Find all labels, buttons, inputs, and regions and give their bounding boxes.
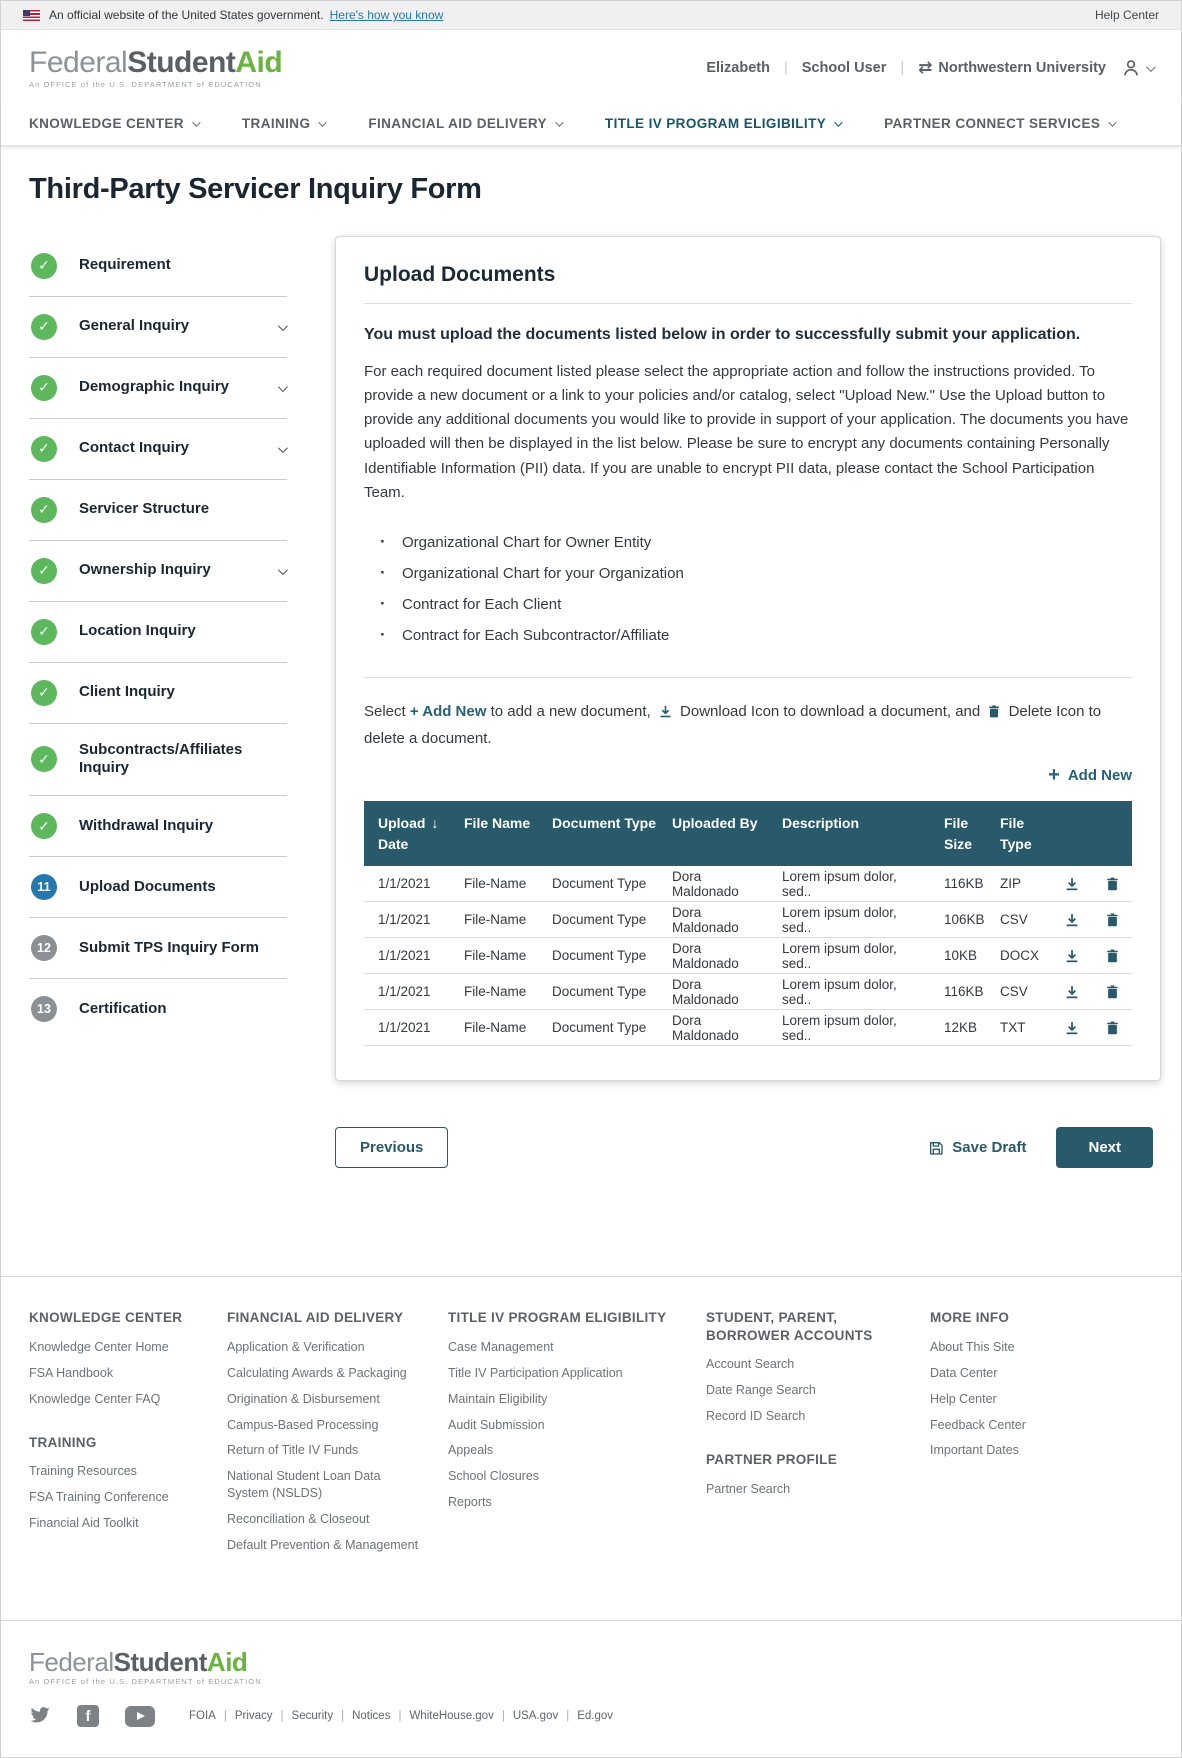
footer-link[interactable]: Ed.gov	[577, 1710, 614, 1723]
step-number-badge: 13	[31, 996, 57, 1022]
cell-uploaded-by: Dora Maldonado	[664, 1010, 774, 1046]
twitter-icon[interactable]	[29, 1707, 63, 1725]
main-nav	[1, 103, 1181, 147]
divider	[364, 677, 1132, 678]
footer-link[interactable]: Reconciliation & Closeout	[227, 1512, 370, 1527]
footer-column	[29, 1309, 201, 1579]
footer-link[interactable]: FSA Handbook	[29, 1365, 114, 1380]
cell-description: Lorem ipsum dolor, sed..	[774, 974, 936, 1010]
footer-link[interactable]: FOIA	[189, 1710, 216, 1723]
cell-upload-date: 1/1/2021	[364, 866, 456, 902]
sidebar-item-label: Upload Documents	[79, 877, 216, 895]
footer-link[interactable]: Financial Aid Toolkit	[29, 1515, 139, 1530]
cell-file-name: File-Name	[456, 938, 544, 974]
main-content	[1, 147, 1181, 1192]
cell-document-type: Document Type	[544, 866, 664, 902]
instruction-text: Download Icon to download a document, and	[675, 703, 985, 721]
footer-link[interactable]: Account Search	[706, 1357, 795, 1372]
footer-link[interactable]: FSA Training Conference	[29, 1489, 169, 1504]
download-button[interactable]	[1060, 948, 1084, 964]
footer-link[interactable]: Default Prevention & Management	[227, 1537, 419, 1552]
cell-uploaded-by: Dora Maldonado	[664, 902, 774, 938]
nav-training[interactable]	[242, 116, 324, 131]
instruction-text: Delete Icon to delete a document.	[364, 703, 1102, 748]
footer-link[interactable]: Privacy	[234, 1710, 273, 1723]
footer-link[interactable]: Case Management	[448, 1339, 554, 1354]
cell-upload-date: 1/1/2021	[364, 974, 456, 1010]
check-icon: ✓	[31, 253, 57, 279]
chevron-down-icon	[834, 118, 842, 126]
footer-heading: MORE INFO	[930, 1310, 1010, 1326]
institution-switcher[interactable]	[918, 58, 1106, 78]
cell-uploaded-by: Dora Maldonado	[664, 866, 774, 902]
footer-column	[930, 1309, 1080, 1579]
footer-link[interactable]: Date Range Search	[706, 1383, 816, 1398]
cell-file-type: DOCX	[992, 938, 1052, 974]
footer-link[interactable]: Return of Title IV Funds	[227, 1443, 359, 1458]
nav-knowledge-center[interactable]	[29, 116, 198, 131]
save-icon	[928, 1140, 944, 1156]
site-footer	[1, 1276, 1181, 1619]
cell-upload-date: 1/1/2021	[364, 938, 456, 974]
footer-link[interactable]: Security	[291, 1710, 334, 1723]
panel-paragraph: For each required document listed please select the appropriate action and follow the instructions provided. To provide a new document or a link to your policies and/or catalog, select "Upload New." Use the Upload button to provide any additional documents you would like to provide in support of your application. The documents you have uploaded will then be displayed in the list below. Please be sure to encrypt any documents containing Personally Identifiable Information (PII) data. If you are unable to encrypt PII data, please contact the School Participation Team.	[364, 362, 1129, 501]
sidebar-item-submit-tps-inquiry-form[interactable]	[29, 918, 287, 979]
footer-heading: TITLE IV PROGRAM ELIGIBILITY	[448, 1310, 667, 1326]
footer-heading: PARTNER PROFILE	[706, 1452, 838, 1468]
user-name: Elizabeth	[706, 60, 770, 77]
list-item: · Contract for Each Subcontractor/Affiliate	[380, 620, 1132, 651]
logo-federal: Federal	[29, 46, 128, 79]
footer-link[interactable]: Training Resources	[29, 1464, 137, 1479]
sidebar-item-client-inquiry[interactable]	[29, 663, 287, 724]
footer-link[interactable]: Partner Search	[706, 1481, 791, 1496]
footer-link[interactable]: WhiteHouse.gov	[409, 1710, 494, 1723]
chevron-down-icon	[1108, 118, 1116, 126]
add-new-inline-link[interactable]: + Add New	[409, 703, 487, 721]
list-item: · Contract for Each Client	[380, 589, 1132, 620]
sidebar-item-label: Demographic Inquiry	[79, 378, 230, 396]
col-header-file-size: File Size	[936, 801, 992, 866]
footer-link[interactable]: National Student Loan Data System (NSLDS)	[227, 1469, 381, 1501]
delete-button[interactable]	[1100, 984, 1124, 1000]
cell-upload-date: 1/1/2021	[364, 902, 456, 938]
instruction-text: to add a new document,	[486, 703, 655, 721]
cell-description: Lorem ipsum dolor, sed..	[774, 1010, 936, 1046]
sidebar-item-upload-documents[interactable]	[29, 857, 287, 918]
download-icon	[658, 703, 673, 727]
nav-title-iv-program-eligibility[interactable]	[605, 116, 840, 131]
youtube-icon[interactable]	[125, 1706, 159, 1727]
check-icon: ✓	[31, 746, 57, 772]
chevron-down-icon	[319, 118, 327, 126]
sidebar-item-label: Location Inquiry	[79, 622, 196, 640]
next-button[interactable]: Next	[1056, 1127, 1153, 1168]
download-button[interactable]	[1060, 984, 1084, 1000]
table-header-row	[364, 801, 1132, 866]
footer-link[interactable]: Title IV Participation Application	[448, 1365, 623, 1380]
chevron-down-icon	[278, 440, 285, 458]
check-icon: ✓	[31, 619, 57, 645]
footer-heading: TRAINING	[29, 1434, 97, 1450]
site-header	[1, 30, 1181, 103]
footer-column	[448, 1309, 680, 1579]
add-new-label: Add New	[1067, 766, 1132, 784]
trash-icon	[987, 703, 1001, 727]
divider: |	[783, 60, 788, 77]
footer-link[interactable]: Maintain Eligibility	[448, 1391, 548, 1406]
check-icon: ✓	[31, 558, 57, 584]
list-item: · Organizational Chart for your Organization	[380, 558, 1132, 589]
col-header-uploaded-by: Uploaded By	[664, 801, 774, 866]
institution-name: Northwestern University	[938, 60, 1106, 77]
form-actions	[335, 1127, 1153, 1168]
footer-link[interactable]: Notices	[352, 1710, 391, 1723]
footer-link[interactable]: USA.gov	[512, 1710, 559, 1723]
footer-heading: STUDENT, PARENT, BORROWER ACCOUNTS	[706, 1310, 873, 1343]
upload-documents-panel	[335, 236, 1161, 1082]
nav-label: PARTNER CONNECT SERVICES	[884, 116, 1101, 131]
cell-description: Lorem ipsum dolor, sed..	[774, 902, 936, 938]
footer-link[interactable]: Campus-Based Processing	[227, 1417, 379, 1432]
plus-icon: +	[1048, 764, 1060, 787]
sidebar-item-label: Withdrawal Inquiry	[79, 816, 214, 834]
save-draft-button[interactable]	[928, 1139, 1026, 1156]
chevron-down-icon	[1146, 62, 1156, 72]
page-title: Third-Party Servicer Inquiry Form	[29, 172, 482, 205]
header-user-area	[706, 57, 1153, 79]
col-header-actions	[1052, 801, 1092, 866]
documents-table	[364, 801, 1132, 1046]
logo-student: Student	[127, 46, 236, 79]
instruction-text: Select	[364, 703, 410, 721]
check-icon: ✓	[31, 436, 57, 462]
swap-icon: ⇄	[918, 58, 933, 78]
sidebar-item-label: Submit TPS Inquiry Form	[79, 938, 260, 956]
sidebar-item-label: Requirement	[79, 256, 171, 274]
footer-link[interactable]: Knowledge Center FAQ	[29, 1391, 161, 1406]
save-draft-label: Save Draft	[952, 1139, 1027, 1157]
col-header-description: Description	[774, 801, 936, 866]
cell-file-name: File-Name	[456, 866, 544, 902]
footer-link[interactable]: Data Center	[930, 1365, 998, 1380]
sidebar-item-subcontracts-affiliates-inquiry[interactable]	[29, 724, 287, 797]
chevron-down-icon	[278, 379, 285, 397]
chevron-down-icon	[555, 118, 563, 126]
footer-link[interactable]: Knowledge Center Home	[29, 1339, 169, 1354]
table-row	[364, 866, 1132, 902]
cell-file-type: CSV	[992, 974, 1052, 1010]
delete-button[interactable]	[1100, 1020, 1124, 1036]
sidebar-item-label: Client Inquiry	[79, 683, 175, 701]
cell-file-size: 10KB	[936, 938, 992, 974]
cell-document-type: Document Type	[544, 1010, 664, 1046]
col-header-actions	[1092, 801, 1132, 866]
previous-button[interactable]: Previous	[335, 1127, 448, 1168]
divider	[364, 303, 1132, 304]
chevron-down-icon	[278, 318, 285, 336]
col-header-document-type: Document Type	[544, 801, 664, 866]
bottom-strip	[1, 1620, 1181, 1758]
panel-title: Upload Documents	[364, 262, 556, 286]
fsa-logo[interactable]	[29, 48, 282, 89]
delete-button[interactable]	[1100, 912, 1124, 928]
check-icon: ✓	[31, 314, 57, 340]
delete-button[interactable]	[1100, 876, 1124, 892]
cell-document-type: Document Type	[544, 902, 664, 938]
step-number-badge: 12	[31, 935, 57, 961]
cell-file-size: 106KB	[936, 902, 992, 938]
delete-button[interactable]	[1100, 948, 1124, 964]
footer-link[interactable]: Feedback Center	[930, 1417, 1026, 1432]
divider: |	[900, 60, 905, 77]
footer-link[interactable]: Origination & Disbursement	[227, 1391, 380, 1406]
footer-link[interactable]: Appeals	[448, 1443, 494, 1458]
footer-link[interactable]: Help Center	[930, 1391, 997, 1406]
cell-upload-date: 1/1/2021	[364, 1010, 456, 1046]
footer-link[interactable]: Important Dates	[930, 1443, 1019, 1458]
legal-links: FOIA | Privacy | Security | Notices | WhiteHouse.gov | USA.gov | Ed.gov	[189, 1710, 614, 1723]
download-button[interactable]	[1060, 1020, 1084, 1036]
table-row	[364, 902, 1132, 938]
nav-partner-connect-services[interactable]	[884, 116, 1114, 131]
sidebar-item-label: Contact Inquiry	[79, 439, 190, 457]
cell-file-size: 116KB	[936, 974, 992, 1010]
cell-document-type: Document Type	[544, 938, 664, 974]
footer-column	[227, 1309, 422, 1579]
col-header-file-name: File Name	[456, 801, 544, 866]
sidebar-item-label: Ownership Inquiry	[79, 561, 211, 579]
sidebar-item-servicer-structure[interactable]	[29, 480, 287, 541]
cell-uploaded-by: Dora Maldonado	[664, 974, 774, 1010]
check-icon: ✓	[31, 813, 57, 839]
col-header-upload-date[interactable]: Upload ↓ Date	[364, 801, 456, 866]
fsa-logo-footer[interactable]: FederalStudentAid An OFFICE of the U.S. DEPARTMENT of EDUCATION	[29, 1646, 262, 1686]
cell-file-name: File-Name	[456, 974, 544, 1010]
chevron-down-icon	[278, 562, 285, 580]
nav-label: TITLE IV PROGRAM ELIGIBILITY	[604, 116, 827, 131]
how-you-know-link[interactable]: Here's how you know	[329, 8, 444, 22]
logo-tagline: An OFFICE of the U.S. DEPARTMENT of EDUCATION	[29, 80, 262, 89]
sort-descending-icon: ↓	[431, 815, 439, 832]
footer-heading: FINANCIAL AID DELIVERY	[227, 1310, 404, 1326]
col-header-file-type: File Type	[992, 801, 1052, 866]
nav-financial-aid-delivery[interactable]	[368, 116, 561, 131]
official-site-text: An official website of the United States government.	[49, 8, 324, 22]
footer-heading: KNOWLEDGE CENTER	[29, 1310, 183, 1326]
chevron-down-icon	[192, 118, 200, 126]
footer-link[interactable]: Record ID Search	[706, 1409, 806, 1424]
download-button[interactable]	[1060, 912, 1084, 928]
required-documents-list	[380, 527, 1132, 651]
sidebar-item-withdrawal-inquiry[interactable]	[29, 796, 287, 857]
table-instruction	[364, 700, 1132, 751]
sidebar-item-requirement[interactable]	[29, 236, 287, 297]
cell-file-name: File-Name	[456, 902, 544, 938]
gov-banner	[1, 1, 1181, 30]
nav-label: KNOWLEDGE CENTER	[29, 116, 184, 131]
sidebar-item-ownership-inquiry[interactable]	[29, 541, 287, 602]
footer-link[interactable]: Calculating Awards & Packaging	[227, 1365, 407, 1380]
footer-column	[706, 1309, 904, 1579]
cell-file-size: 116KB	[936, 866, 992, 902]
sidebar-item-label: Certification	[79, 999, 167, 1017]
footer-link[interactable]: About This Site	[930, 1339, 1015, 1354]
cell-file-type: CSV	[992, 902, 1052, 938]
sidebar-item-general-inquiry[interactable]	[29, 297, 287, 358]
footer-link[interactable]: School Closures	[448, 1469, 540, 1484]
cell-uploaded-by: Dora Maldonado	[664, 938, 774, 974]
steps-sidebar	[29, 236, 287, 1040]
list-item: · Organizational Chart for Owner Entity	[380, 527, 1132, 558]
nav-label: FINANCIAL AID DELIVERY	[368, 116, 547, 131]
sidebar-item-demographic-inquiry[interactable]	[29, 358, 287, 419]
us-flag-icon	[23, 10, 40, 21]
sidebar-item-label: Subcontracts/Affiliates Inquiry	[79, 740, 243, 777]
add-new-button[interactable]	[1048, 765, 1132, 785]
help-center-link[interactable]: Help Center	[1094, 8, 1159, 22]
account-menu[interactable]	[1120, 57, 1153, 79]
check-icon: ✓	[31, 375, 57, 401]
footer-link[interactable]: Reports	[448, 1495, 492, 1510]
sidebar-item-label: Servicer Structure	[79, 500, 210, 518]
nav-label: TRAINING	[241, 116, 311, 131]
table-row	[364, 974, 1132, 1010]
footer-link[interactable]: Application & Verification	[227, 1339, 365, 1354]
sidebar-item-certification[interactable]	[29, 979, 287, 1039]
check-icon: ✓	[31, 497, 57, 523]
table-row	[364, 938, 1132, 974]
panel-intro: You must upload the documents listed below in order to successfully submit your application.	[364, 325, 1081, 343]
cell-description: Lorem ipsum dolor, sed..	[774, 866, 936, 902]
table-row	[364, 1010, 1132, 1046]
facebook-icon[interactable]: f	[77, 1705, 111, 1727]
cell-file-name: File-Name	[456, 1010, 544, 1046]
cell-document-type: Document Type	[544, 974, 664, 1010]
logo-aid: Aid	[235, 46, 283, 79]
person-icon	[1120, 57, 1142, 79]
cell-file-type: ZIP	[992, 866, 1052, 902]
cell-file-size: 12KB	[936, 1010, 992, 1046]
sidebar-item-contact-inquiry[interactable]	[29, 419, 287, 480]
user-role: School User	[801, 60, 887, 77]
cell-description: Lorem ipsum dolor, sed..	[774, 938, 936, 974]
cell-file-type: TXT	[992, 1010, 1052, 1046]
sidebar-item-location-inquiry[interactable]	[29, 602, 287, 663]
download-button[interactable]	[1060, 876, 1084, 892]
check-icon: ✓	[31, 680, 57, 706]
step-number-badge: 11	[31, 874, 57, 900]
footer-link[interactable]: Audit Submission	[448, 1417, 545, 1432]
sidebar-item-label: General Inquiry	[79, 317, 190, 335]
